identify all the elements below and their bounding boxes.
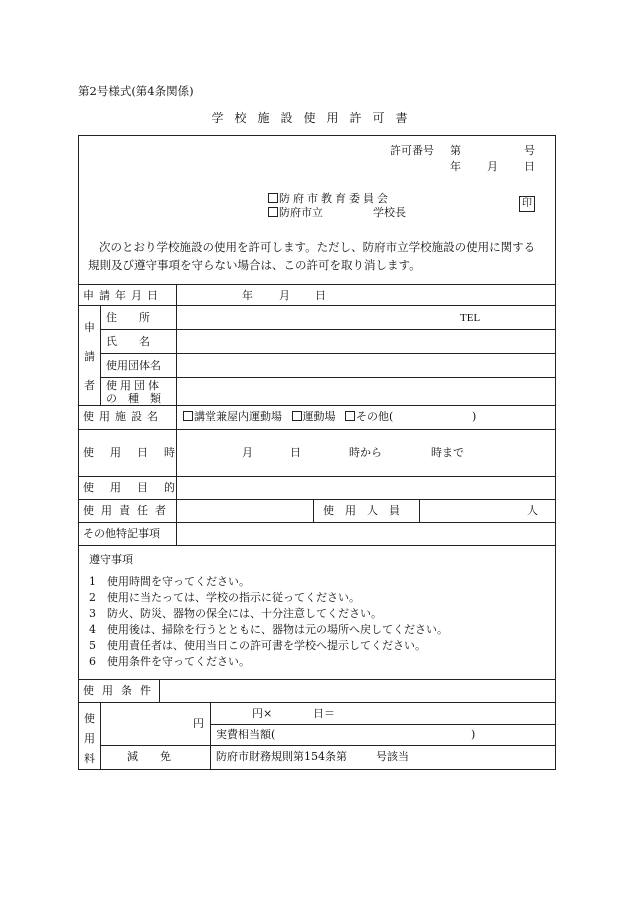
rule-conditions-col [159, 679, 160, 702]
checkbox-facility-other[interactable] [345, 411, 355, 421]
rule-headcount-left [313, 499, 314, 522]
rule-label-col-1 [176, 284, 177, 429]
checkbox-facility-hall[interactable] [183, 411, 193, 421]
fee-yen: 円 [193, 717, 204, 730]
permit-day: 日 [524, 160, 535, 173]
rule-responsible-bottom [78, 522, 556, 523]
rule-applicant-col [100, 305, 101, 405]
label-datetime: 使用日時 [83, 446, 191, 459]
rule-fee-bottom [100, 745, 556, 746]
rule-item-2: 2 使用に当たっては、学校の指示に従ってください。 [89, 591, 360, 604]
seal-mark: 印 [519, 196, 535, 212]
permit-month: 月 [487, 160, 498, 173]
rules-heading: 遵守事項 [89, 553, 133, 566]
tel-label: TEL [460, 312, 481, 324]
form-number: 第2号様式(第4条関係) [78, 84, 194, 98]
permit-number-dai: 第 [450, 144, 461, 157]
rule-applicant-bottom [78, 405, 556, 406]
rule-name-bottom [100, 353, 556, 354]
label-conditions: 使用条件 [83, 684, 159, 697]
issuer-school-suffix: 学校長 [373, 206, 406, 219]
label-application-date: 申請年月日 [83, 289, 163, 302]
rule-facility-bottom [78, 429, 556, 430]
checkbox-school[interactable] [268, 207, 278, 217]
rule-fee-col [100, 702, 101, 770]
rule-item-4: 4 使用後は、掃除を行うとともに、器物は元の場所へ戻してください。 [89, 623, 448, 636]
exemption-suffix: 号該当 [376, 750, 409, 763]
fee-days: 日＝ [313, 707, 335, 720]
label-fee-3: 料 [84, 752, 95, 765]
rule-header-bottom [78, 284, 556, 285]
rule-other-bottom [78, 545, 556, 546]
label-group-type-1: 使用団体 [106, 379, 162, 392]
facility-option-other: その他( [356, 410, 394, 423]
permit-year: 年 [450, 160, 461, 173]
label-purpose: 使用目的 [83, 481, 191, 494]
fee-actual: 実費相当額( [216, 728, 276, 741]
facility-close-paren: ) [472, 410, 477, 423]
dt-day: 日 [290, 446, 301, 459]
label-exemption: 減 免 [127, 750, 171, 763]
label-name: 氏 名 [106, 335, 150, 348]
app-day: 日 [315, 289, 326, 302]
rule-conditions-bottom [78, 702, 556, 703]
document-title: 学校施設使用許可書 [211, 111, 419, 125]
exemption-rule: 防府市財務規則第154条第 [216, 750, 347, 763]
dt-to: 時まで [431, 446, 464, 459]
rule-purpose-bottom [78, 499, 556, 500]
label-responsible: 使用責任者 [83, 504, 173, 517]
issuer-board-text: 防府市教育委員会 [279, 192, 391, 205]
rule-rules-bottom [78, 679, 556, 680]
label-facility: 使用施設名 [83, 410, 163, 423]
permit-number-go: 号 [524, 144, 535, 157]
rule-item-1: 1 使用時間を守ってください。 [89, 575, 250, 588]
label-group-type-2: の 種 類 [106, 392, 161, 405]
rule-item-6: 6 使用条件を守ってください。 [89, 655, 250, 668]
notice-line-1: 次のとおり学校施設の使用を許可します。ただし、防府市立学校施設の使用に関する [99, 240, 536, 254]
facility-option-ground: 運動場 [302, 410, 336, 423]
rule-address-bottom [100, 329, 556, 330]
rule-fee-detail-col [210, 702, 211, 770]
rule-headcount-right [419, 499, 420, 522]
label-other-notes: その他特記事項 [83, 527, 160, 540]
fee-actual-close: ) [471, 728, 476, 741]
label-headcount: 使用人員 [323, 504, 411, 517]
notice-line-2: 規則及び遵守事項を守らない場合は、この許可を取り消します。 [88, 258, 421, 272]
label-fee-2: 用 [84, 732, 95, 745]
rule-group-bottom [100, 377, 556, 378]
rule-item-5: 5 使用責任者は、使用当日この許可書を学校へ提示してください。 [89, 639, 426, 652]
permit-number-label: 許可番号 [390, 144, 434, 157]
label-address: 住 所 [106, 311, 150, 324]
label-applicant-1: 申 [84, 321, 95, 334]
dt-month: 月 [242, 446, 253, 459]
app-month: 月 [279, 289, 290, 302]
rule-date-bottom [78, 305, 556, 306]
issuer-school [268, 207, 323, 218]
fee-rate: 円× [252, 707, 273, 720]
dt-from: 時から [349, 446, 382, 459]
checkbox-facility-ground[interactable] [292, 411, 302, 421]
label-applicant-3: 者 [84, 379, 95, 392]
rule-datetime-bottom [78, 476, 556, 477]
facility-option-hall: 講堂兼屋内運動場 [194, 410, 282, 423]
issuer-board [268, 193, 391, 204]
headcount-unit: 人 [527, 504, 538, 517]
label-group-name: 使用団体名 [106, 359, 161, 372]
facility-options [183, 411, 393, 422]
checkbox-board[interactable] [268, 193, 278, 203]
rule-item-3: 3 防火、防災、器物の保全には、十分注意してください。 [89, 607, 382, 620]
app-year: 年 [242, 289, 253, 302]
issuer-school-prefix: 防府市立 [279, 206, 323, 219]
label-fee-1: 使 [84, 712, 95, 725]
label-applicant-2: 請 [84, 350, 95, 363]
rule-fee-rate-bottom [210, 724, 556, 725]
